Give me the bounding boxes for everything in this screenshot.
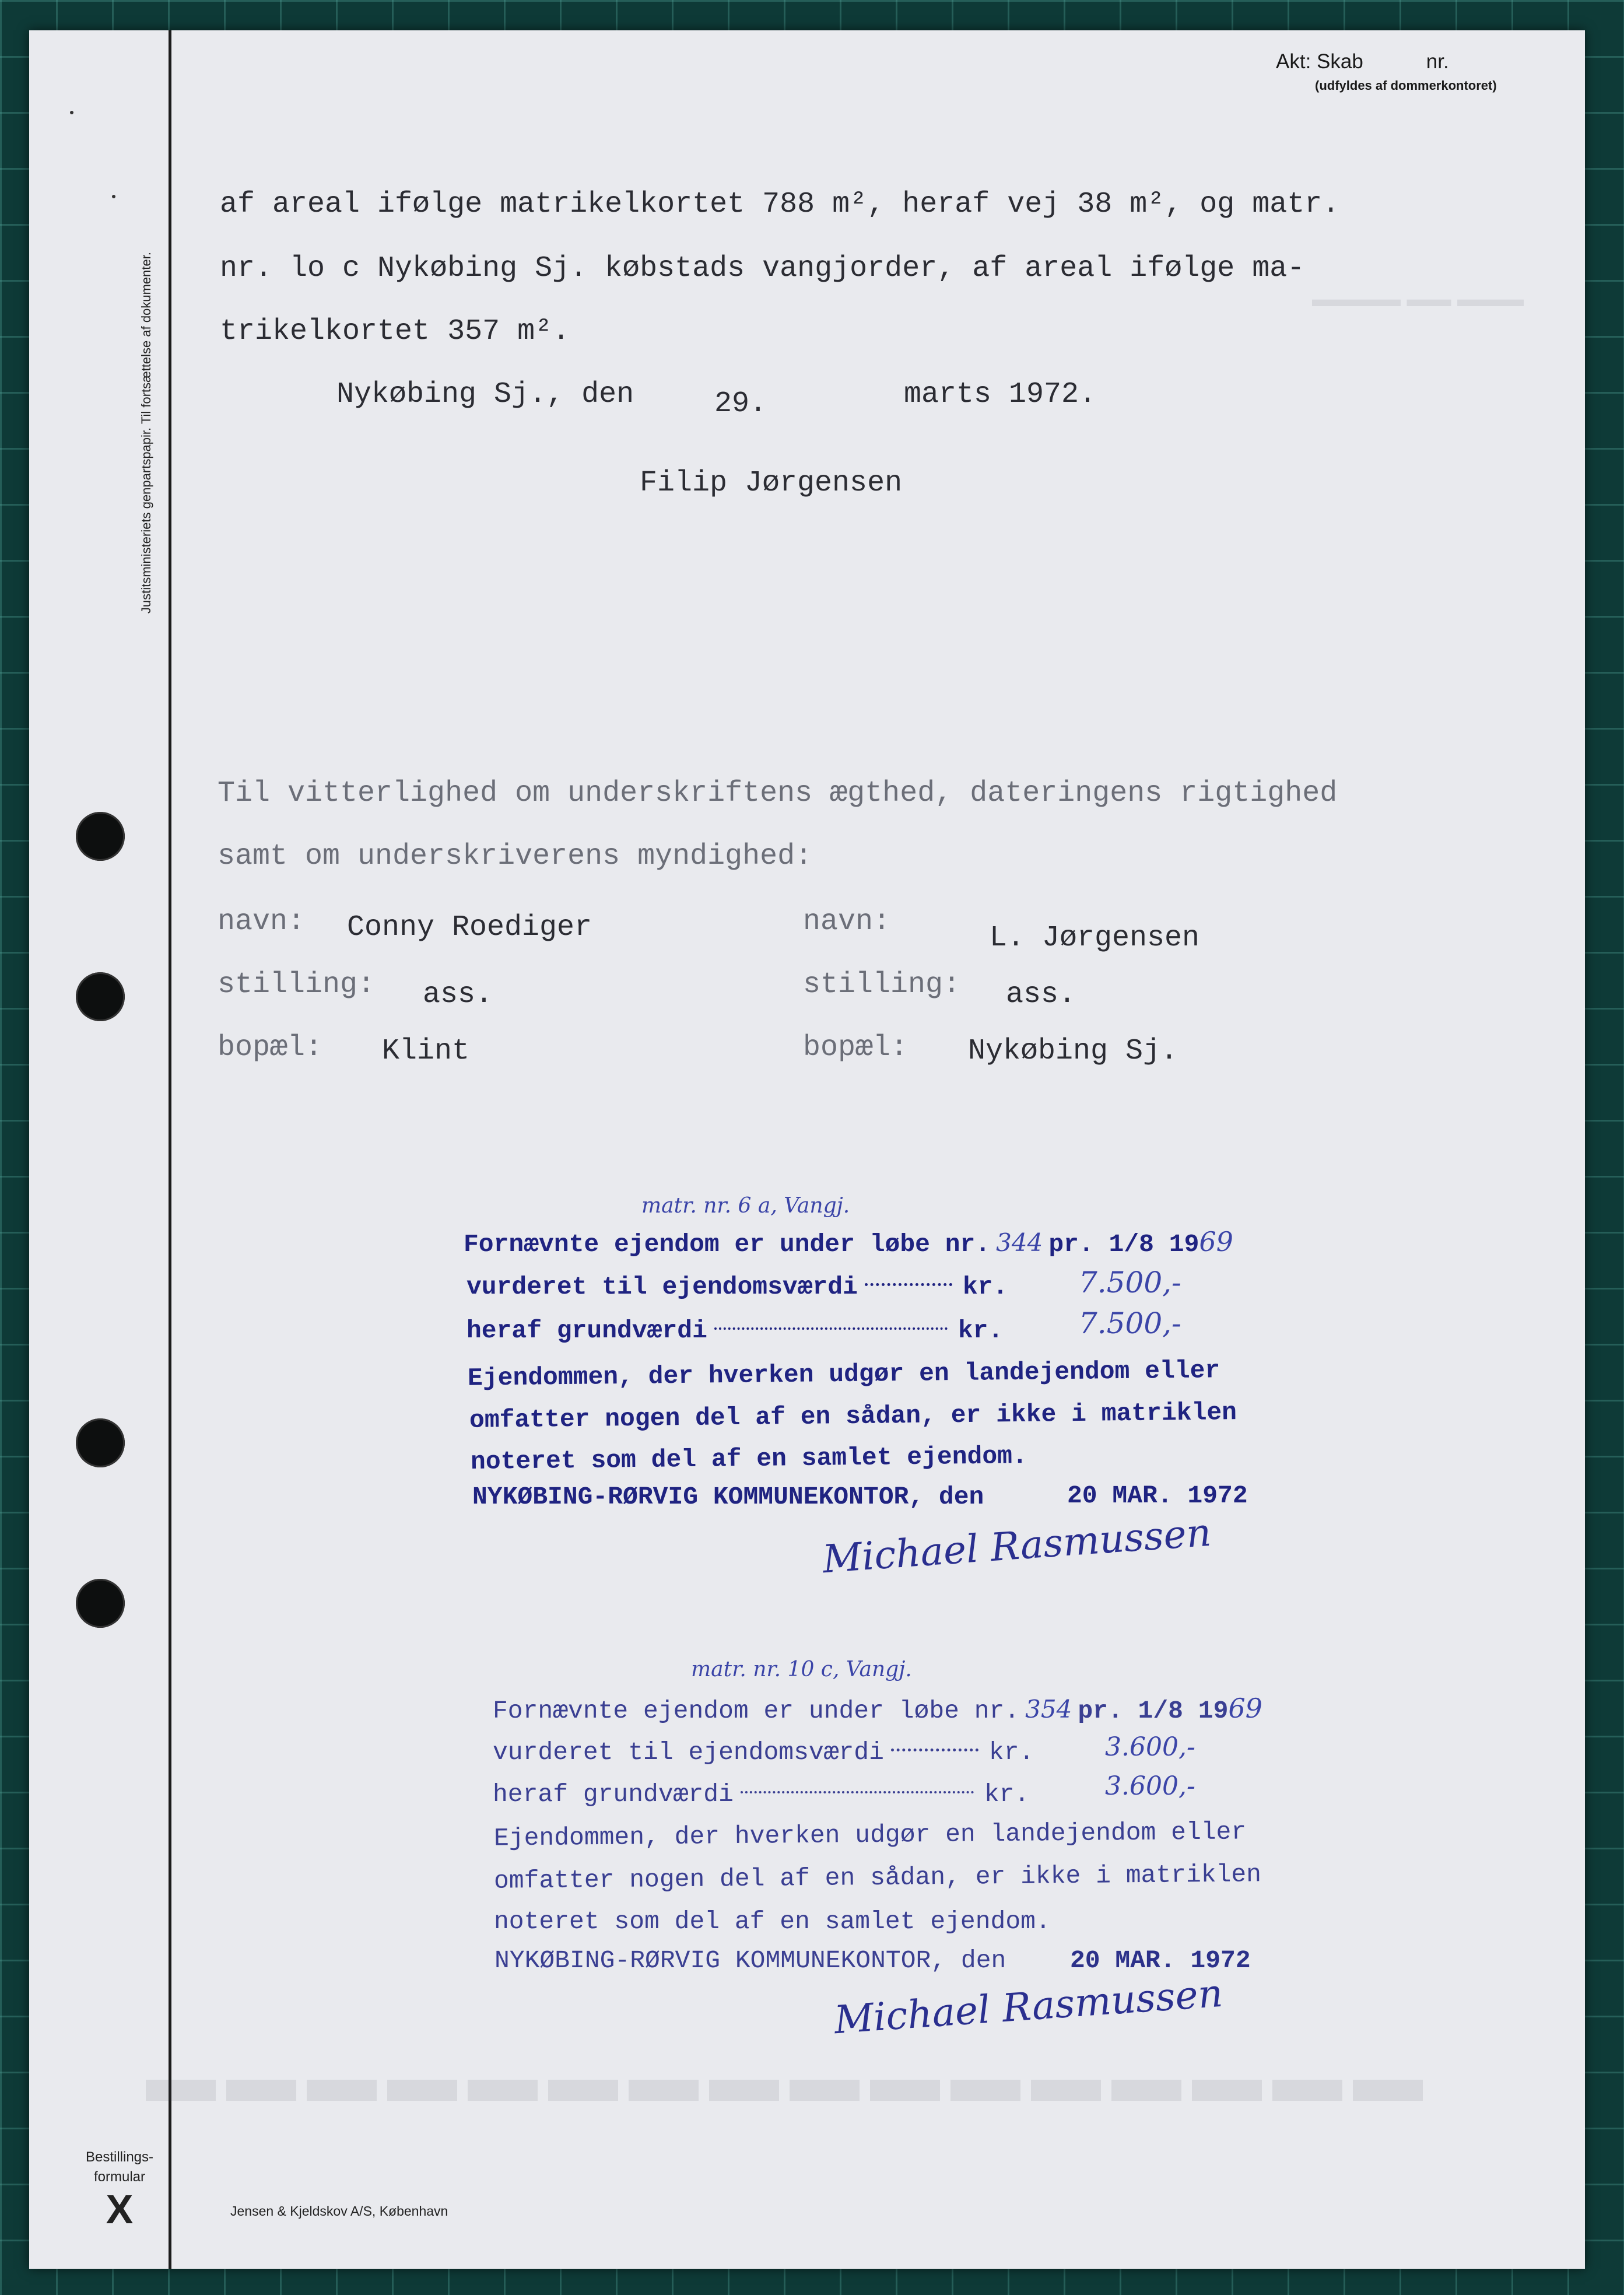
witness-right-stilling-label: stilling:: [803, 968, 961, 1001]
punch-hole-1: [76, 812, 125, 861]
date-month-year: marts 1972.: [904, 378, 1097, 411]
stamp1-line-1: Fornævnte ejendom er under løbe nr. 344 pr. 1/8 1969: [464, 1226, 1233, 1259]
stamp2-date: 20 MAR. 1972: [1070, 1946, 1251, 1975]
witness-left-bopael-label: bopæl:: [218, 1031, 323, 1064]
stamp2-line-6: noteret som del af en samlet ejendom.: [494, 1907, 1051, 1936]
stamp1-line-4: Ejendommen, der hverken udgør en landejendom eller: [467, 1356, 1220, 1393]
witness-line-2: samt om underskriverens myndighed:: [218, 840, 813, 873]
margin-dot: [112, 195, 115, 198]
punch-hole-3: [76, 1418, 125, 1467]
witness-line-1: Til vitterlighed om underskriftens ægthed, dateringens rigtighed: [218, 777, 1338, 810]
stamp2-ejendomsvaerdi: 3.600,-: [1105, 1732, 1195, 1762]
document-sheet: [29, 30, 1585, 2269]
margin-dot: [70, 111, 73, 114]
akt-note: (udfyldes af dommerkontoret): [1315, 78, 1497, 93]
stamp1-grundvaerdi: 7.500,-: [1079, 1306, 1181, 1340]
date-day: 29.: [714, 387, 767, 421]
stamp2-line-7: NYKØBING-RØRVIG KOMMUNEKONTOR, den: [494, 1946, 1006, 1975]
witness-right-bopael: Nykøbing Sj.: [968, 1035, 1178, 1068]
stamp2-year-suffix: 69: [1228, 1693, 1262, 1724]
stamp1-date: 20 MAR. 1972: [1067, 1481, 1248, 1510]
stamp2-line-4: Ejendommen, der hverken udgør en landejendom eller: [493, 1817, 1247, 1853]
akt-nr: nr.: [1426, 50, 1449, 73]
witness-right-navn: L. Jørgensen: [990, 921, 1200, 955]
stamp1-hand-note: matr. nr. 6 a, Vangj.: [641, 1194, 850, 1218]
margin-rule: [169, 30, 171, 2269]
akt-header: [1276, 50, 1449, 73]
stamp2-lobe-nr: 354: [1025, 1695, 1072, 1723]
stamp2-line-1: Fornævnte ejendom er under løbe nr. 354 pr. 1/8 1969: [493, 1693, 1262, 1725]
stamp2-line-2: vurderet til ejendomsværdi kr.: [493, 1738, 1034, 1767]
signer-name: Filip Jørgensen: [640, 467, 903, 500]
witness-right-bopael-label: bopæl:: [803, 1031, 909, 1064]
stamp1-line-3: heraf grundværdi kr.: [466, 1316, 1004, 1345]
deed-line-2: nr. lo c Nykøbing Sj. købstads vangjorder, af areal ifølge ma-: [220, 252, 1305, 285]
form-label: Bestillings- formular X: [82, 2147, 157, 2231]
stamp2-line-5: omfatter nogen del af en sådan, er ikke i matriklen: [493, 1860, 1262, 1895]
stamp2-signature: Michael Rasmussen: [833, 1970, 1225, 2043]
witness-left-navn-label: navn:: [218, 905, 306, 938]
stamp1-line-6: noteret som del af en samlet ejendom.: [470, 1442, 1027, 1476]
deed-line-1: af areal ifølge matrikelkortet 788 m², heraf vej 38 m², og matr.: [220, 188, 1340, 221]
witness-left-stilling: ass.: [423, 978, 493, 1011]
stamp1-year-suffix: 69: [1199, 1226, 1233, 1257]
stamp2-grundvaerdi: 3.600,-: [1105, 1771, 1195, 1801]
stamp2-line-3: heraf grundværdi kr.: [493, 1780, 1030, 1809]
witness-left-navn: Conny Roediger: [347, 911, 592, 944]
printer-imprint: Jensen & Kjeldskov A/S, København: [230, 2203, 448, 2219]
stamp1-line-7: NYKØBING-RØRVIG KOMMUNEKONTOR, den: [472, 1483, 984, 1511]
stamp2-hand-note: matr. nr. 10 c, Vangj.: [691, 1658, 912, 1681]
form-letter: X: [106, 2187, 134, 2232]
witness-right-navn-label: navn:: [803, 905, 891, 938]
stamp1-line-5: omfatter nogen del af en sådan, er ikke i matriklen: [469, 1398, 1237, 1435]
show-through: ▬▬▬▬▬▬▬▬▬▬▬▬▬▬▬▬: [146, 2038, 1433, 2116]
deed-line-3: trikelkortet 357 m².: [220, 315, 570, 348]
stamp1-ejendomsvaerdi: 7.500,-: [1079, 1266, 1181, 1299]
stamp1-signature: Michael Rasmussen: [821, 1509, 1213, 1582]
akt-label: Akt: Skab: [1276, 50, 1363, 73]
punch-hole-4: [76, 1579, 125, 1628]
margin-print-text: Justitsministeriets genpartspapir. Til fortsættelse af dokumenter.: [139, 252, 153, 614]
witness-right-stilling: ass.: [1006, 978, 1076, 1011]
stamp1-line-2: vurderet til ejendomsværdi kr.: [466, 1273, 1008, 1301]
witness-left-bopael: Klint: [382, 1035, 470, 1068]
show-through: ▬▬▬▬ ▬▬ ▬▬▬: [1312, 287, 1524, 311]
witness-left-stilling-label: stilling:: [218, 968, 376, 1001]
date-place: Nykøbing Sj., den: [336, 378, 634, 411]
punch-hole-2: [76, 972, 125, 1021]
stamp1-lobe-nr: 344: [996, 1228, 1043, 1257]
